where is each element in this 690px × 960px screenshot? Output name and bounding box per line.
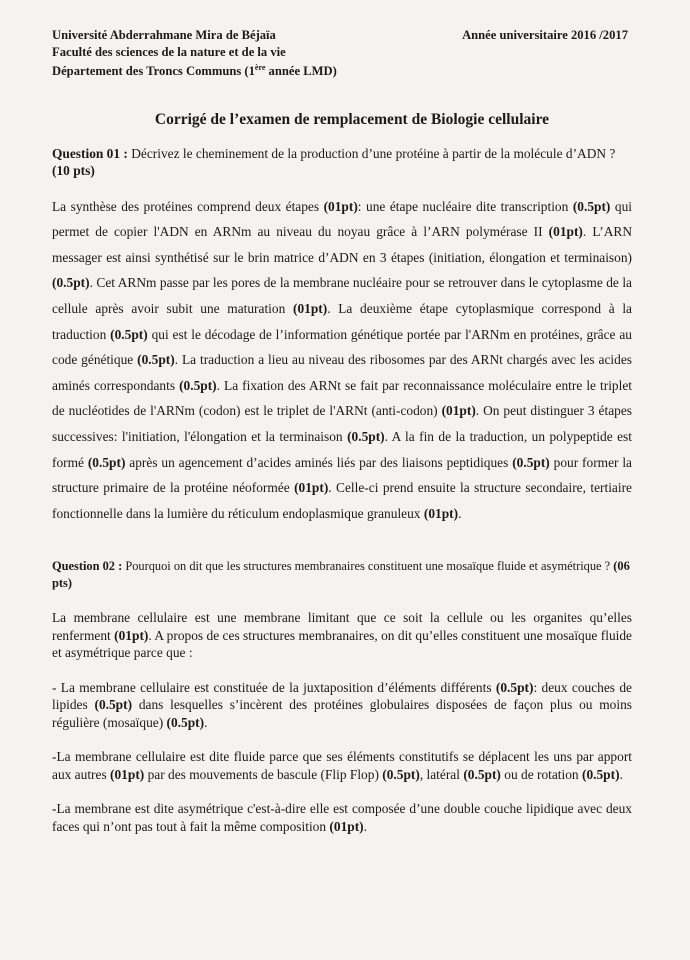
answer-text: après un agencement d’acides aminés liés par des liaisons peptidiques: [125, 454, 513, 470]
answer-text: - La membrane cellulaire est constituée de la juxtaposition d’éléments différents: [52, 679, 496, 695]
points-mark: (0.5pt): [110, 326, 148, 342]
question-2-intro: [52, 609, 632, 662]
points-mark: (01pt): [292, 301, 328, 317]
points-mark: (0.5pt): [463, 766, 501, 782]
points-mark: (01pt): [548, 224, 583, 240]
answer-text: .: [363, 818, 367, 834]
question-2-text: Pourquoi on dit que les structures membranaires constituent une mosaïque fluide et asymétrique ?: [122, 559, 614, 574]
points-mark: (01pt): [441, 403, 476, 419]
document-header: [52, 27, 632, 80]
answer-text: La membrane cellulaire est une membrane limitant que ce soit la cellule ou les organites qu’elles renferment: [52, 610, 632, 643]
question-1-text: Décrivez le cheminement de la production d’une protéine à partir de la molécule d’ADN ?: [127, 145, 616, 161]
points-mark: (0.5pt): [495, 679, 534, 695]
answer-text: : deux couches de lipides: [52, 679, 632, 713]
answer-text: . La traduction a lieu au niveau des ribosomes par des ARNt chargés avec les acides aminés correspondants: [52, 352, 632, 393]
answer-text: . On peut distinguer 3 étapes successives: l'initiation, l'élongation et la terminaison: [52, 403, 632, 445]
points-mark: (01pt): [294, 480, 329, 496]
points-mark: (01pt): [323, 198, 358, 214]
answer-text: . La fixation des ARNt se fait par reconnaissance moléculaire entre le triplet de nucléotides de l'ARNm (codon) est le triplet de l'ARNt (anti-codon): [52, 377, 632, 419]
question-2-item-fluid: [52, 748, 632, 783]
question-1-prompt: [52, 145, 632, 179]
answer-text: : une étape nucléaire dite transcription: [357, 198, 573, 214]
question-2-item-asymmetric: [52, 800, 632, 835]
answer-text: dans lesquelles s’incèrent des protéines globulaires disposées de façon plus ou moins régulière (mosaïque): [52, 697, 632, 730]
answer-text: .: [619, 766, 623, 782]
answer-text: . A propos de ces structures membranaires, on dit qu’elles constituent une mosaïque fluide et asymétrique parce que :: [52, 627, 633, 661]
points-mark: (01pt): [423, 505, 459, 521]
institution-block: [52, 27, 337, 80]
department-name: Département des Troncs Communs (1ère année LMD): [52, 63, 337, 79]
points-mark: (0.5pt): [581, 766, 620, 782]
document-title: Corrigé de l’examen de remplacement de Biologie cellulaire: [154, 110, 550, 128]
points-mark: (0.5pt): [166, 714, 205, 730]
points-mark: (0.5pt): [512, 454, 550, 470]
answer-text: par des mouvements de bascule (Flip Flop): [144, 766, 383, 782]
answer-text: .: [204, 714, 208, 730]
question-1-answer: [52, 194, 632, 527]
question-1-label: Question 01 :: [52, 145, 128, 161]
answer-text: . L’ARN messager est ainsi synthétisé sur le brin matrice d’ADN en 3 étapes (initiation, élongation et terminaison): [52, 224, 632, 265]
answer-text: La deuxième étape cytoplasmique correspond à la traduction: [52, 301, 632, 342]
question-2-label: Question 02 :: [52, 559, 123, 574]
university-name: Université Abderrahmane Mira de Béjaïa: [52, 28, 276, 42]
answer-text: pour former la structure primaire de la protéine néoformée: [52, 454, 632, 496]
points-mark: (01pt): [329, 818, 364, 834]
points-mark: (0.5pt): [347, 429, 385, 445]
points-mark: (0.5pt): [87, 454, 126, 470]
answer-text: . Celle-ci prend ensuite la structure secondaire, tertiaire fonctionnelle dans la lumière du réticulum endoplasmique granuleux: [52, 480, 632, 521]
answer-text: -La membrane cellulaire est dite fluide parce que ses éléments constitutifs se déplacent les uns par apport aux autres: [52, 749, 632, 782]
answer-text: . Cet ARNm passe par les pores de la membrane nucléaire pour se retrouver dans le cytoplasme de la cellule après avoir subit une maturation: [52, 275, 632, 317]
question-1-points: (10 pts): [52, 162, 95, 178]
answer-text: ou de rotation: [500, 766, 582, 782]
answer-text: -La membrane est dite asymétrique c'est-à-dire elle est composée d’une double couche lipidique avec deux faces qui n’ont pas tout à fait la même composition: [52, 801, 632, 834]
question-2-prompt: [52, 558, 632, 591]
points-mark: (01pt): [114, 627, 149, 643]
answer-text: , latéral: [419, 766, 464, 782]
answer-text: .: [327, 301, 339, 317]
points-mark: (0.5pt): [179, 377, 217, 393]
question-2-item-mosaic: [52, 679, 632, 732]
answer-text: La synthèse des protéines comprend deux étapes: [52, 198, 324, 214]
points-mark: (0.5pt): [52, 275, 90, 291]
answer-text: . A la fin de la traduction, un polypeptide est formé: [52, 429, 632, 470]
academic-year: Année universitaire 2016 /2017: [462, 28, 628, 42]
answer-text: qui permet de copier l'ADN en ARNm au niveau du noyau grâce à l’ARN polymérase II: [52, 198, 632, 240]
points-mark: (0.5pt): [137, 352, 175, 368]
answer-text: qui est le décodage de l’information génétique portée par l'ARNm en protéines, grâce au code génétique: [52, 326, 632, 368]
faculty-name: Faculté des sciences de la nature et de la vie: [52, 44, 286, 59]
points-mark: (01pt): [110, 766, 145, 782]
points-mark: (0.5pt): [382, 766, 420, 782]
points-mark: (0.5pt): [572, 198, 611, 214]
points-mark: (0.5pt): [94, 697, 133, 713]
answer-text: .: [458, 505, 462, 521]
question-2-points: (06 pts): [52, 559, 630, 590]
